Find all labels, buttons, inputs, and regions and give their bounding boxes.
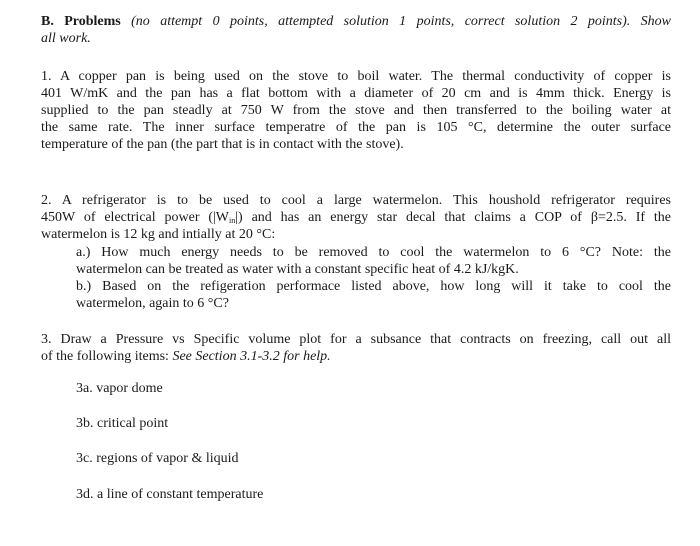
grading-note: (no attempt 0 points, attempted solution 1 points, correct solution 2 points). Show	[131, 14, 672, 29]
problem1-line: 1. A copper pan is being used on the stove to boil water. The thermal conductivity of copper is	[41, 69, 671, 84]
problem2-line2-start: 450W of electrical power (|W	[41, 210, 230, 225]
power-subscript: in	[229, 216, 236, 225]
problem3-line	[41, 349, 671, 365]
section-label: B. Problems	[41, 14, 121, 29]
problem2-line: 2. A refrigerator is to be used to cool a large watermelon. This houshold refrigerator requires	[41, 193, 671, 208]
problem1-line: temperature of the pan (the part that is in contact with the stove).	[41, 137, 404, 152]
problem2-part-b: watermelon, again to 6 °C?	[76, 296, 229, 311]
section-reference: See Section 3.1-3.2 for help.	[172, 349, 331, 364]
problem2-line2-end: |) and has an energy star decal that claims a COP of β=2.5. If the	[235, 210, 671, 225]
grading-note-line2: all work.	[41, 31, 91, 46]
section-heading	[41, 14, 671, 30]
problem1-line: 401 W/mK and the pan has a flat bottom with a diameter of 20 cm and is 4mm thick. Energy is	[41, 86, 671, 101]
problem3-item: 3b. critical point	[76, 416, 169, 431]
problem2-part-b: b.) Based on the refigeration performace listed above, how long will it take to cool the	[76, 279, 671, 294]
problem3-line2-text: of the following items:	[41, 349, 173, 364]
problem3-item: 3c. regions of vapor & liquid	[76, 451, 239, 466]
problem1-line: supplied to the pan steadly at 750 W from the stove and then transferred to the boiling water at	[41, 103, 671, 118]
problem2-part-a: a.) How much energy needs to be removed to cool the watermelon to 6 °C? Note: the	[76, 245, 671, 260]
problem3-item: 3a. vapor dome	[76, 381, 163, 396]
problem2-line: watermelon is 12 kg and intially at 20 °C:	[41, 227, 276, 242]
problem3-item: 3d. a line of constant temperature	[76, 487, 264, 502]
grading-note-continued	[41, 31, 671, 47]
problem1-line: the same rate. The inner surface temperatre of the pan is 105 °C, determine the outer surface	[41, 120, 671, 135]
problem2-part-a: watermelon can be treated as water with a constant specific heat of 4.2 kJ/kgK.	[76, 262, 519, 277]
problem3-line: 3. Draw a Pressure vs Specific volume plot for a subsance that contracts on freezing, call out all	[41, 332, 671, 347]
